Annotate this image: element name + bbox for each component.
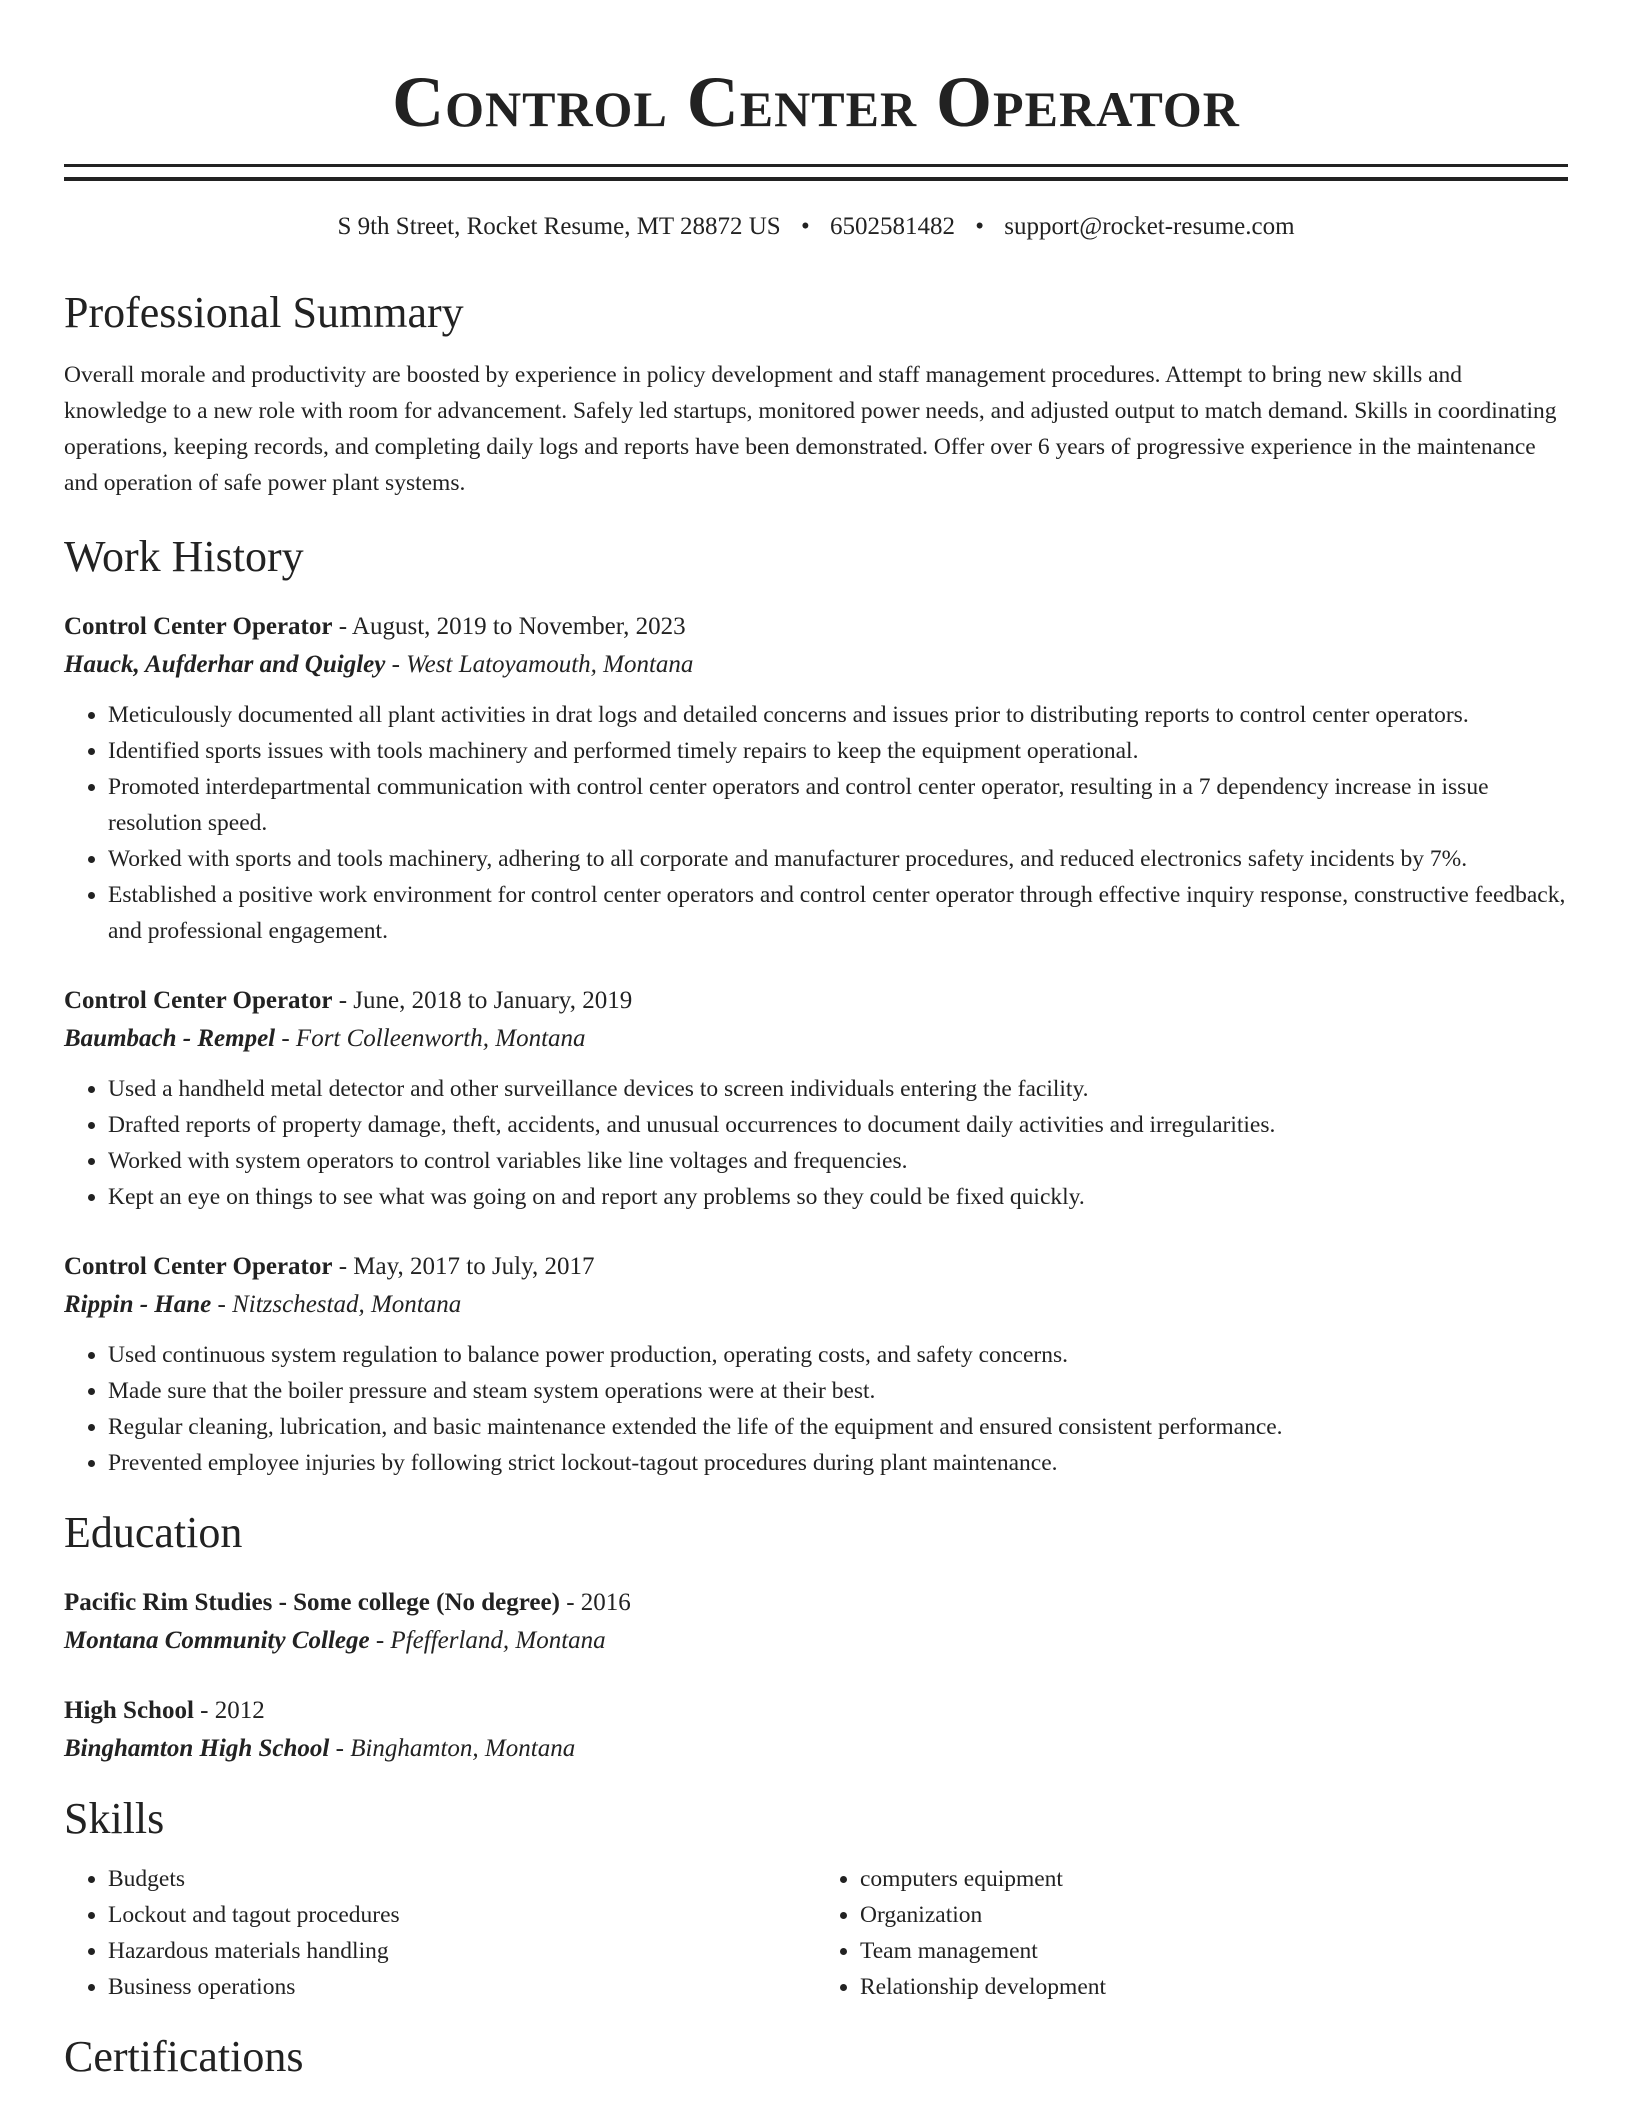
list-item: • Lockout and tagout procedures	[108, 1897, 816, 1933]
job-heading	[64, 1249, 1568, 1285]
job-entry	[64, 1249, 1568, 1481]
education-year: - 2016	[559, 1589, 631, 1616]
contact-address: S 9th Street, Rocket Resume, MT 28872 US	[337, 213, 781, 240]
job-heading	[64, 983, 1568, 1019]
header-double-rule	[64, 164, 1568, 181]
job-bullets	[64, 697, 1568, 949]
skills-title: Skills	[64, 1794, 165, 1843]
list-item: • Relationship development	[860, 1969, 1568, 2005]
list-item: • Hazardous materials handling	[108, 1933, 816, 1969]
list-item: • Business operations	[108, 1969, 816, 2005]
job-role: Control Center Operator	[64, 987, 333, 1014]
education-entry	[64, 1693, 1568, 1767]
job-bullets	[64, 1071, 1568, 1215]
job-dates: - August, 2019 to November, 2023	[332, 613, 686, 640]
education-section	[64, 1505, 1568, 1767]
list-item: • Prevented employee injuries by following strict lockout-tagout procedures during plant maintenance.	[108, 1445, 1568, 1481]
summary-section	[64, 285, 1568, 501]
work-history-title: Work History	[64, 532, 304, 581]
job-heading	[64, 609, 1568, 645]
job-bullets	[64, 1337, 1568, 1481]
education-entry	[64, 1585, 1568, 1659]
contact-separator: •	[975, 213, 984, 240]
resume-name: Control Center Operator	[392, 62, 1240, 142]
job-location: - West Latoyamouth, Montana	[385, 651, 694, 678]
summary-text: Overall morale and productivity are boosted by experience in policy development and staff management procedures. Attempt to bring new skills and knowledge to a new role with room for advancement. Safely led startups, monitored power needs, and adjusted output to match demand. Skills in coordinating operations, keeping records, and completing daily logs and reports have been demonstrated. Offer over 6 years of progressive experience in the maintenance and operation of safe power plant systems.	[64, 362, 1557, 496]
skills-section	[64, 1791, 1568, 2005]
education-title: Education	[64, 1508, 243, 1557]
job-company-line	[64, 647, 1568, 683]
list-item: • computers equipment	[860, 1861, 1568, 1897]
education-school: Montana Community College	[64, 1627, 370, 1654]
education-heading	[64, 1585, 1568, 1621]
job-company-line	[64, 1287, 1568, 1323]
contact-line	[64, 211, 1568, 243]
education-year: - 2012	[193, 1697, 265, 1724]
list-item: • Organization	[860, 1897, 1568, 1933]
education-school-line	[64, 1623, 1568, 1659]
list-item: • Identified sports issues with tools machinery and performed timely repairs to keep the equipment operational.	[108, 733, 1568, 769]
list-item: • Budgets	[108, 1861, 816, 1897]
contact-separator: •	[800, 213, 810, 240]
list-item: • Used continuous system regulation to balance power production, operating costs, and safety concerns.	[108, 1337, 1568, 1373]
job-location: - Fort Colleenworth, Montana	[275, 1025, 586, 1052]
list-item: • Worked with sports and tools machinery, adhering to all corporate and manufacturer procedures, and reduced electronics safety incidents by 7%.	[108, 841, 1568, 877]
list-item: • Drafted reports of property damage, theft, accidents, and unusual occurrences to document daily activities and irregularities.	[108, 1107, 1568, 1143]
job-dates: - May, 2017 to July, 2017	[332, 1253, 595, 1280]
education-location: - Pfefferland, Montana	[369, 1627, 606, 1654]
skills-list-right	[816, 1861, 1568, 2005]
job-location: - Nitzschestad, Montana	[211, 1291, 462, 1318]
job-entry	[64, 983, 1568, 1215]
skills-list-left	[64, 1861, 816, 2005]
certifications-title: Certifications	[64, 2032, 304, 2081]
job-company: Rippin - Hane	[64, 1291, 212, 1318]
education-school: Binghamton High School	[64, 1735, 330, 1762]
list-item: • Used a handheld metal detector and other surveillance devices to screen individuals entering the facility.	[108, 1071, 1568, 1107]
education-degree: High School	[64, 1697, 194, 1724]
list-item: • Regular cleaning, lubrication, and basic maintenance extended the life of the equipment and ensured consistent performance.	[108, 1409, 1568, 1445]
contact-phone: 6502581482	[829, 213, 955, 240]
education-location: - Binghamton, Montana	[329, 1735, 576, 1762]
education-heading	[64, 1693, 1568, 1729]
education-school-line	[64, 1731, 1568, 1767]
job-role: Control Center Operator	[64, 1253, 333, 1280]
list-item: • Kept an eye on things to see what was going on and report any problems so they could be fixed quickly.	[108, 1179, 1568, 1215]
list-item: • Worked with system operators to control variables like line voltages and frequencies.	[108, 1143, 1568, 1179]
job-role: Control Center Operator	[64, 613, 333, 640]
contact-email: support@rocket-resume.com	[1004, 213, 1295, 240]
list-item: • Established a positive work environment for control center operators and control center operator through effective inquiry response, constructive feedback, and professional engagement.	[108, 877, 1568, 949]
job-company-line	[64, 1021, 1568, 1057]
summary-title: Professional Summary	[64, 288, 464, 337]
list-item: • Made sure that the boiler pressure and steam system operations were at their best.	[108, 1373, 1568, 1409]
list-item: • Meticulously documented all plant activities in drat logs and detailed concerns and issues prior to distributing reports to control center operators.	[108, 697, 1568, 733]
job-company: Baumbach - Rempel	[64, 1025, 276, 1052]
education-degree: Pacific Rim Studies - Some college (No degree)	[64, 1589, 560, 1616]
list-item: • Promoted interdepartmental communication with control center operators and control center operator, resulting in a 7 dependency increase in issue resolution speed.	[108, 769, 1568, 841]
skills-columns	[64, 1861, 1568, 2005]
job-company: Hauck, Aufderhar and Quigley	[64, 651, 386, 678]
list-item: • Team management	[860, 1933, 1568, 1969]
certifications-section	[64, 2029, 1568, 2085]
job-entry	[64, 609, 1568, 949]
job-dates: - June, 2018 to January, 2019	[332, 987, 633, 1014]
work-history-section	[64, 529, 1568, 1481]
